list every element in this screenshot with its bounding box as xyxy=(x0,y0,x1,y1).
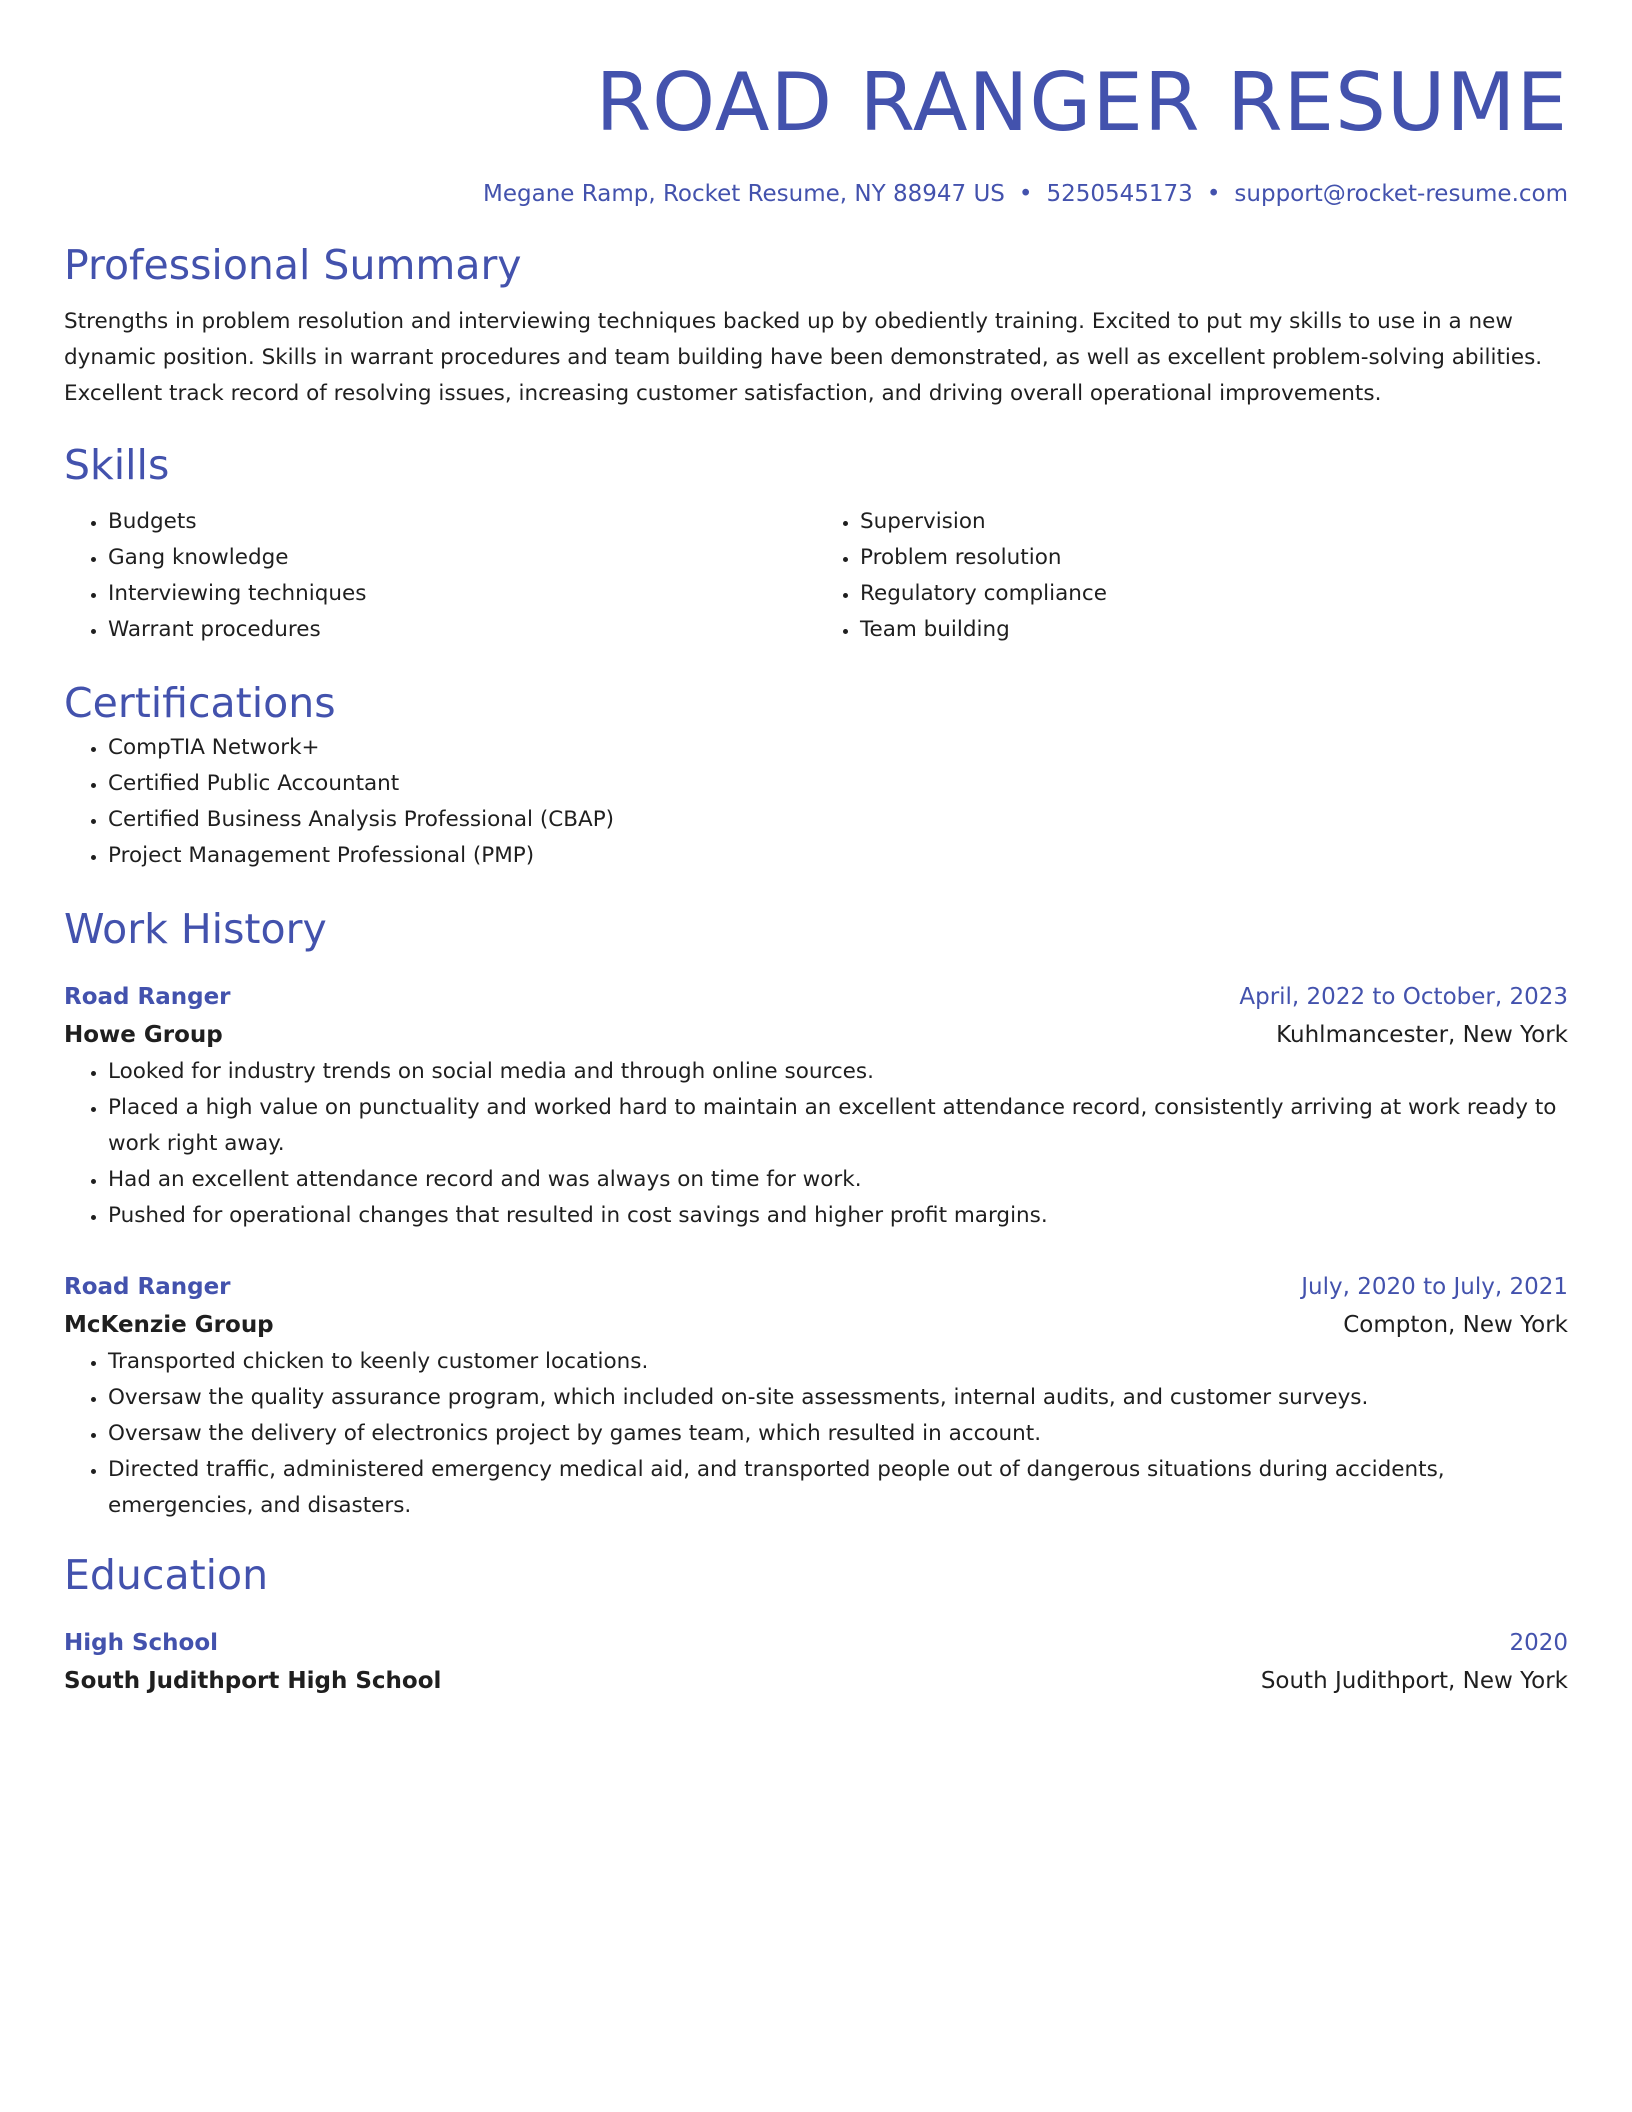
certification-item: • Certified Business Analysis Professional (CBAP) xyxy=(108,802,1568,838)
certification-item: • CompTIA Network+ xyxy=(108,730,1568,766)
job-title-row xyxy=(64,978,1568,1016)
education-degree: High School xyxy=(64,1630,219,1656)
job-dates: April, 2022 to October, 2023 xyxy=(1239,984,1568,1010)
contact-separator: • xyxy=(1018,181,1033,207)
education-heading: Education xyxy=(64,1551,269,1599)
resume-header xyxy=(64,54,1568,210)
job-entry xyxy=(64,978,1568,1234)
certification-item: • Project Management Professional (PMP) xyxy=(108,838,1568,874)
job-location: Kuhlmancester, New York xyxy=(1276,1022,1568,1048)
job-dates: July, 2020 to July, 2021 xyxy=(1301,1274,1568,1300)
education-location: South Judithport, New York xyxy=(1260,1668,1568,1694)
skill-item: • Warrant procedures xyxy=(108,612,816,648)
skill-item: • Budgets xyxy=(108,504,816,540)
resume-title: ROAD RANGER RESUME xyxy=(595,56,1568,149)
certifications-heading: Certifications xyxy=(64,679,336,727)
job-company-row xyxy=(64,1016,1568,1054)
skills-list-right xyxy=(816,504,1568,648)
job-bullet: • Oversaw the quality assurance program, which included on-site assessments, internal audits, and customer surveys. xyxy=(108,1380,1568,1416)
summary-heading: Professional Summary xyxy=(64,241,522,289)
job-bullet: • Looked for industry trends on social media and through online sources. xyxy=(108,1054,1568,1090)
job-entry xyxy=(64,1268,1568,1524)
work-history-heading: Work History xyxy=(64,905,327,953)
summary-text: Strengths in problem resolution and interviewing techniques backed up by obediently training. Excited to put my skills to use in a new dynamic position. Skills in warrant procedures and team building have been demonstrated, as well as excellent problem-solving abilities. Excellent track record of resolving issues, increasing customer satisfaction, and driving overall operational improvements. xyxy=(64,309,1543,406)
education-entry xyxy=(64,1624,1568,1700)
certification-item: • Certified Public Accountant xyxy=(108,766,1568,802)
education-school: South Judithport High School xyxy=(64,1668,442,1694)
education-year: 2020 xyxy=(1509,1630,1568,1656)
education-degree-row xyxy=(64,1624,1568,1662)
job-bullet: • Oversaw the delivery of electronics project by games team, which resulted in account. xyxy=(108,1416,1568,1452)
job-location: Compton, New York xyxy=(1343,1312,1568,1338)
job-company-row xyxy=(64,1306,1568,1344)
skill-item: • Problem resolution xyxy=(860,540,1568,576)
skills-list-left xyxy=(64,504,816,648)
skill-item: • Gang knowledge xyxy=(108,540,816,576)
skills-heading: Skills xyxy=(64,441,170,489)
job-company: McKenzie Group xyxy=(64,1312,274,1338)
contact-separator: • xyxy=(1206,181,1221,207)
job-title-row xyxy=(64,1268,1568,1306)
job-bullets xyxy=(64,1344,1568,1524)
job-bullet: • Directed traffic, administered emergency medical aid, and transported people out of dangerous situations during accidents, emergencies, and disasters. xyxy=(108,1452,1568,1524)
contact-phone: 5250545173 xyxy=(1046,181,1193,207)
certifications-list xyxy=(64,730,1568,874)
skill-item: • Team building xyxy=(860,612,1568,648)
job-title: Road Ranger xyxy=(64,984,231,1010)
job-bullets xyxy=(64,1054,1568,1234)
contact-email: support@rocket-resume.com xyxy=(1234,181,1568,207)
skill-item: • Supervision xyxy=(860,504,1568,540)
skill-item: • Interviewing techniques xyxy=(108,576,816,612)
skills-columns xyxy=(64,504,1568,648)
job-bullet: • Transported chicken to keenly customer locations. xyxy=(108,1344,1568,1380)
contact-address: Megane Ramp, Rocket Resume, NY 88947 US xyxy=(483,181,1005,207)
job-company: Howe Group xyxy=(64,1022,223,1048)
job-bullet: • Had an excellent attendance record and was always on time for work. xyxy=(108,1162,1568,1198)
skill-item: • Regulatory compliance xyxy=(860,576,1568,612)
job-bullet: • Pushed for operational changes that resulted in cost savings and higher profit margins. xyxy=(108,1198,1568,1234)
education-school-row xyxy=(64,1662,1568,1700)
contact-line xyxy=(64,178,1568,210)
job-bullet: • Placed a high value on punctuality and worked hard to maintain an excellent attendance record, consistently arriving at work ready to work right away. xyxy=(108,1090,1568,1162)
job-title: Road Ranger xyxy=(64,1274,231,1300)
